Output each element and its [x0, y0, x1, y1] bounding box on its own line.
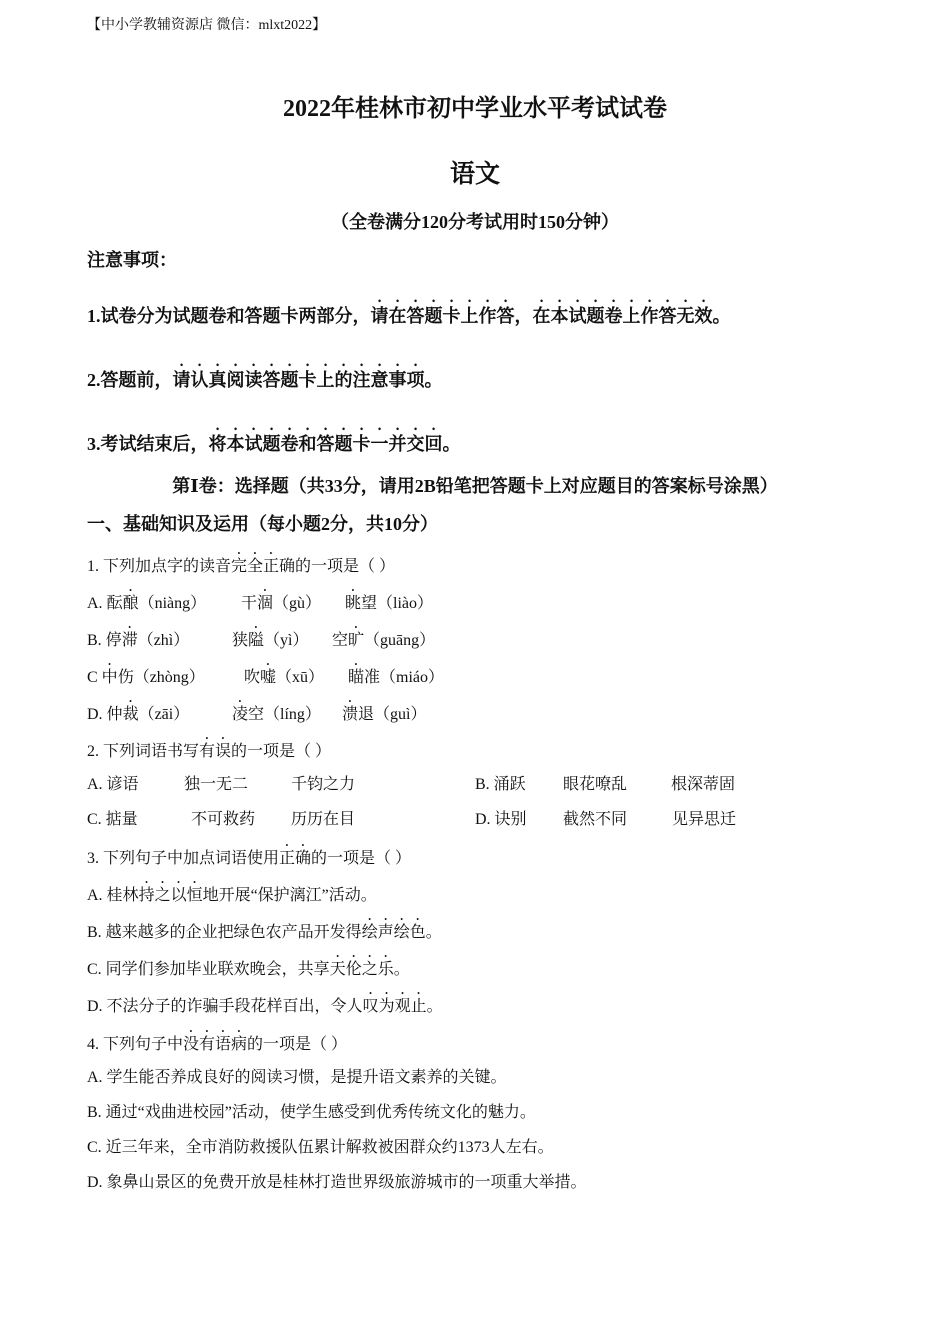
- question-1-option-b: B. 停滞（zhì） 狭隘（yì） 空旷（guāng）: [87, 632, 436, 649]
- question-3-option-b: B. 越来越多的企业把绿色农产品开发得绘声绘色。: [87, 924, 442, 941]
- question-1-option-a: A. 酝酿（niàng） 干涸（gù） 眺望（liào）: [87, 595, 434, 612]
- subject-title: 语文: [449, 161, 500, 188]
- question-2-option-a: A. 谚语 独一无二 千钧之力: [87, 776, 356, 793]
- notice-item: 2.答题前，请认真阅读答题卡上的注意事项。: [87, 370, 443, 390]
- question-2-option-d: D. 诀别 截然不同 见异思迁: [475, 811, 737, 828]
- notice-heading: 注意事项：: [87, 250, 177, 270]
- question-2-stem: 2. 下列词语书写有误的一项是（ ）: [87, 743, 332, 760]
- question-1-option-d: D. 仲裁（zāi） 凌空（líng） 溃退（guì）: [87, 706, 427, 723]
- header-note: 【中小学教辅资源店 微信：mlxt2022】: [87, 18, 327, 33]
- exam-title: 2022年桂林市初中学业水平考试试卷: [283, 96, 667, 122]
- notice-item: 3.考试结束后，将本试题卷和答题卡一并交回。: [87, 434, 461, 454]
- question-4-option-c: C. 近三年来，全市消防救援队伍累计解救被困群众约1373人左右。: [87, 1139, 554, 1156]
- question-4-option-a: A. 学生能否养成良好的阅读习惯，是提升语文素养的关键。: [87, 1069, 507, 1086]
- section1-heading: 一、基础知识及运用（每小题2分，共10分）: [87, 514, 438, 534]
- question-2-option-c: C. 掂量 不可救药 历历在目: [87, 811, 356, 828]
- question-2-option-b: B. 涌跃 眼花嘹乱 根深蒂固: [475, 776, 736, 793]
- question-1-option-c: C 中伤（zhòng） 吹嘘（xū） 瞄准（miáo）: [87, 669, 445, 686]
- question-4-stem: 4. 下列句子中没有语病的一项是（ ）: [87, 1036, 348, 1053]
- question-3-stem: 3. 下列句子中加点词语使用正确的一项是（ ）: [87, 850, 412, 867]
- exam-info: （全卷满分120分考试用时150分钟）: [331, 212, 619, 232]
- question-3-option-a: A. 桂林持之以恒地开展“保护漓江”活动。: [87, 887, 377, 904]
- part1-heading: 第Ⅰ卷：选择题（共33分，请用2B铅笔把答题卡上对应题目的答案标号涂黑）: [172, 476, 778, 496]
- question-1-stem: 1. 下列加点字的读音完全正确的一项是（ ）: [87, 558, 396, 575]
- notice-item: 1.试卷分为试题卷和答题卡两部分，请在答题卡上作答，在本试题卷上作答无效。: [87, 306, 731, 326]
- question-3-option-d: D. 不法分子的诈骗手段花样百出，令人叹为观止。: [87, 998, 443, 1015]
- question-4-option-b: B. 通过“戏曲进校园”活动，使学生感受到优秀传统文化的魅力。: [87, 1104, 536, 1121]
- question-4-option-d: D. 象鼻山景区的免费开放是桂林打造世界级旅游城市的一项重大举措。: [87, 1174, 587, 1191]
- question-3-option-c: C. 同学们参加毕业联欢晚会，共享天伦之乐。: [87, 961, 410, 978]
